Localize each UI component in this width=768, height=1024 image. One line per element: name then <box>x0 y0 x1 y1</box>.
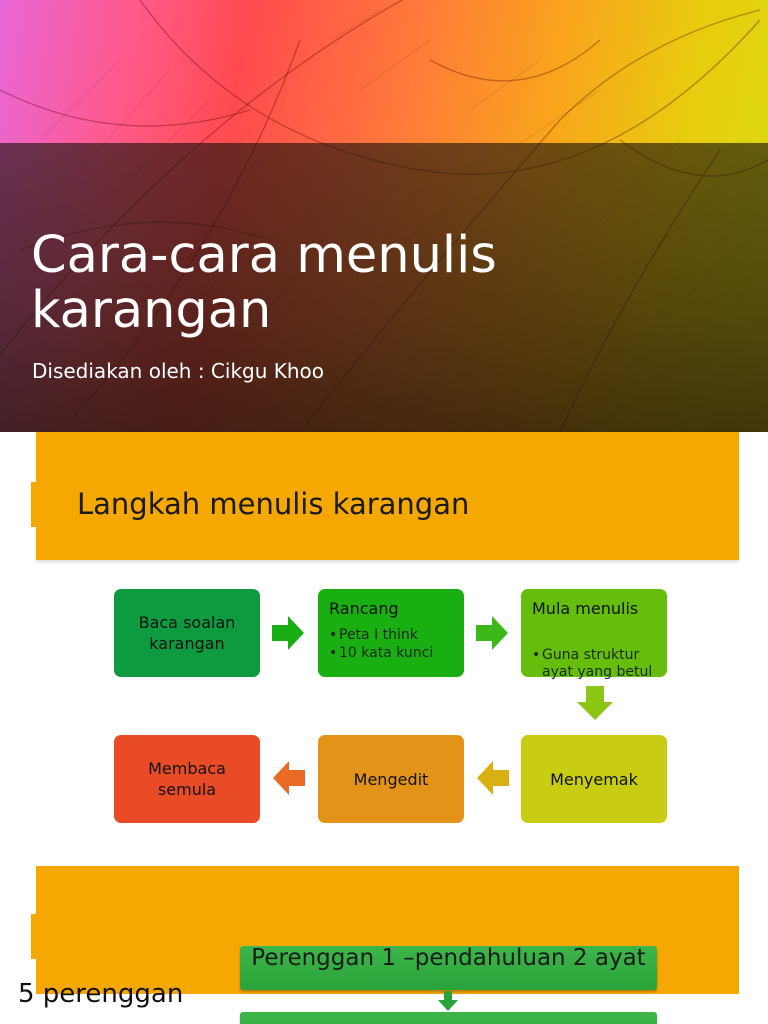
arrow-down-icon <box>577 686 613 720</box>
arrow-left-icon <box>273 761 305 795</box>
banner-tab <box>31 914 37 959</box>
step-label: Mengedit <box>353 769 429 789</box>
slide-title: Cara-cara menulis karangan <box>31 226 497 340</box>
paragraph-box-1 <box>240 946 657 990</box>
bullet-item: • Peta I think <box>329 626 433 644</box>
step-box-mengedit <box>318 735 464 823</box>
step-bullets <box>329 626 433 662</box>
step-box-rancang <box>318 589 464 677</box>
step-label: Mula menulis <box>532 599 639 618</box>
step-label: Rancang <box>329 599 399 618</box>
title-slide <box>0 0 768 432</box>
steps-heading: Langkah menulis karangan <box>77 487 470 521</box>
step-box-membaca-semula <box>114 735 260 823</box>
paragraph-label: Perenggan 1 –pendahuluan 2 ayat <box>251 945 646 971</box>
arrow-left-icon <box>477 761 509 795</box>
arrow-down-icon <box>438 991 458 1011</box>
slide-subtitle: Disediakan oleh : Cikgu Khoo <box>32 359 325 383</box>
steps-slide <box>0 432 768 864</box>
step-bullets <box>532 647 662 681</box>
arrow-right-icon <box>272 616 304 650</box>
step-box-menyemak <box>521 735 667 823</box>
step-box-mula-menulis <box>521 589 667 680</box>
banner-tab <box>31 482 37 527</box>
bullet-item: • 10 kata kunci <box>329 644 433 662</box>
arrow-right-icon <box>476 616 508 650</box>
step-label: Baca soalan karangan <box>138 613 236 653</box>
structure-slide <box>0 864 768 1024</box>
step-label: Menyemak <box>550 769 638 789</box>
side-label: 5 perenggan <box>18 979 184 1009</box>
step-box-baca-soalan <box>114 589 260 677</box>
paragraph-box-2 <box>240 1012 657 1024</box>
step-label: Membaca semula <box>148 759 226 799</box>
bullet-item: • Guna struktur ayat yang betul <box>532 647 662 681</box>
